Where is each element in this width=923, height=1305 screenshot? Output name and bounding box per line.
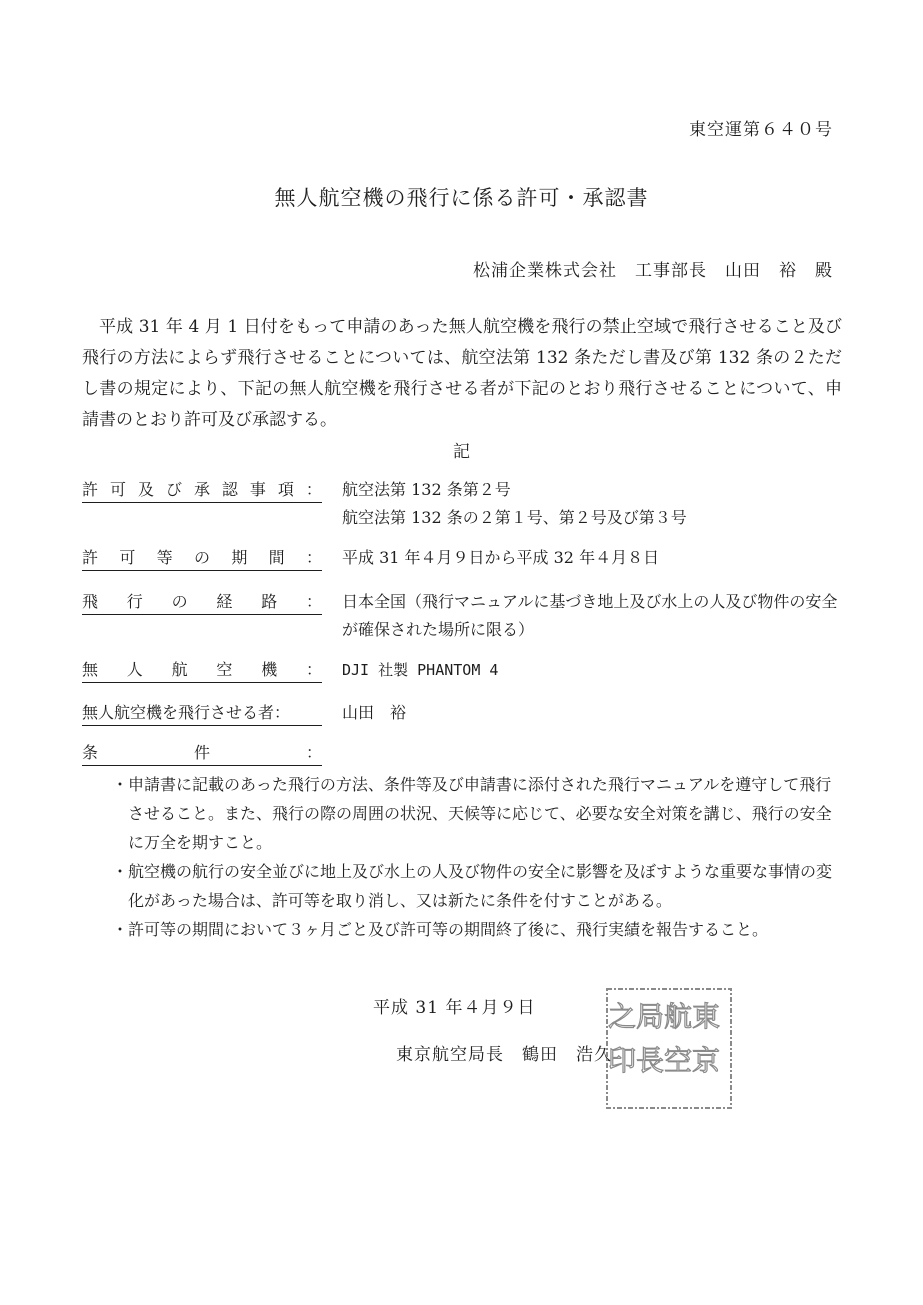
item-value-route: 日本全国（飛行マニュアルに基づき地上及び水上の人及び物件の安全が確保された場所に限る）	[342, 592, 838, 639]
bullet-icon: ・	[112, 862, 129, 881]
item-label-period	[82, 546, 322, 571]
seal-char: 長	[636, 1044, 665, 1077]
label-char: 認	[221, 480, 238, 499]
document-number: 東空運第６４０号	[689, 120, 833, 140]
label-char: 許	[82, 548, 99, 567]
body-paragraph: 平成 31 年 4 月 1 日付をもって申請のあった無人航空機を飛行の禁止空域で飛行させること及び飛行の方法によらず飛行させることについては、航空法第 132 条ただし書及び第 132 条の２ただし書の規定により、下記の無人航空機を飛行させる者が下記のとおり飛行させることについて、申請書のとおり許可及び承認する。	[82, 317, 842, 430]
condition-item	[112, 770, 832, 857]
label-char: ：	[305, 660, 322, 679]
item-label-approval	[82, 478, 322, 503]
label-char: 承	[193, 480, 210, 499]
seal-char: 空	[664, 1044, 693, 1077]
label-char: 条	[82, 743, 99, 762]
seal-char: 東	[692, 1000, 721, 1033]
label-char: の	[193, 548, 210, 567]
addressee: 松浦企業株式会社 工事部長 山田 裕 殿	[473, 261, 833, 281]
label-char: 路	[261, 592, 278, 611]
condition-text: 申請書に記載のあった飛行の方法、条件等及び申請書に添付された飛行マニュアルを遵守して飛行させること。また、飛行の際の周囲の状況、天候等に応じて、必要な安全対策を講じ、飛行の安全に万全を期すこと。	[128, 775, 832, 852]
condition-item	[112, 857, 832, 915]
label-char: 許	[82, 480, 99, 499]
label-char: 可	[109, 480, 126, 499]
seal-glyphs	[608, 1000, 720, 1077]
label-char: 飛	[82, 592, 99, 611]
bullet-icon: ・	[112, 775, 129, 794]
item-label-pilot: 無人航空機を飛行させる者：	[82, 701, 322, 726]
official-seal-stamp	[604, 986, 734, 1111]
label-char: 人	[126, 660, 143, 679]
item-value-aircraft: DJI 社製 PHANTOM 4	[342, 661, 499, 679]
label-char: 機	[261, 660, 278, 679]
condition-text: 航空機の航行の安全並びに地上及び水上の人及び物件の安全に影響を及ぼすような重要な事情の変化があった場合は、許可等を取り消し、又は新たに条件を付すことがある。	[128, 862, 833, 910]
seal-char: 航	[664, 1000, 693, 1033]
label-char: 無	[82, 660, 99, 679]
item-label-aircraft	[82, 658, 322, 683]
item-label-route	[82, 590, 322, 615]
seal-char: 京	[692, 1044, 721, 1077]
item-value-pilot: 山田 裕	[342, 703, 407, 722]
issue-date: 平成 31 年４月９日	[373, 998, 536, 1018]
label-char: 空	[216, 660, 233, 679]
label-char: の	[171, 592, 188, 611]
label-char: ：	[305, 743, 322, 762]
item-label-conditions	[82, 741, 322, 766]
label-char: ：	[305, 548, 322, 567]
seal-char: 印	[608, 1044, 637, 1077]
label-char: ：	[305, 592, 322, 611]
approval-value-line-1: 航空法第 132 条第２号	[342, 480, 511, 499]
approval-value-line-2: 航空法第 132 条の２第１号、第２号及び第３号	[342, 508, 687, 527]
ki-heading: 記	[453, 442, 470, 462]
label-char: 間	[268, 548, 285, 567]
bullet-icon: ・	[112, 920, 129, 939]
label-char: 事	[249, 480, 266, 499]
label-char: び	[165, 480, 182, 499]
conditions-list	[112, 770, 832, 944]
item-value-period: 平成 31 年４月９日から平成 32 年４月８日	[342, 548, 660, 567]
issuer-name: 東京航空局長 鶴田 浩久	[396, 1045, 612, 1065]
label-char: 可	[119, 548, 136, 567]
label-char: 航	[171, 660, 188, 679]
label-char: 期	[231, 548, 248, 567]
condition-item	[112, 915, 832, 944]
seal-char: 局	[636, 1000, 665, 1033]
item-value-approval	[342, 476, 842, 532]
label-char: 行	[126, 592, 143, 611]
condition-text: 許可等の期間において３ヶ月ごと及び許可等の期間終了後に、飛行実績を報告すること。	[128, 920, 769, 939]
seal-char: 之	[608, 1000, 637, 1033]
label-char: 経	[216, 592, 233, 611]
label-char: 等	[156, 548, 173, 567]
label-char: 項	[277, 480, 294, 499]
document-title: 無人航空機の飛行に係る許可・承認書	[274, 186, 649, 210]
label-char: 及	[137, 480, 154, 499]
label-char: 件	[193, 743, 210, 762]
label-char: ：	[305, 480, 322, 499]
